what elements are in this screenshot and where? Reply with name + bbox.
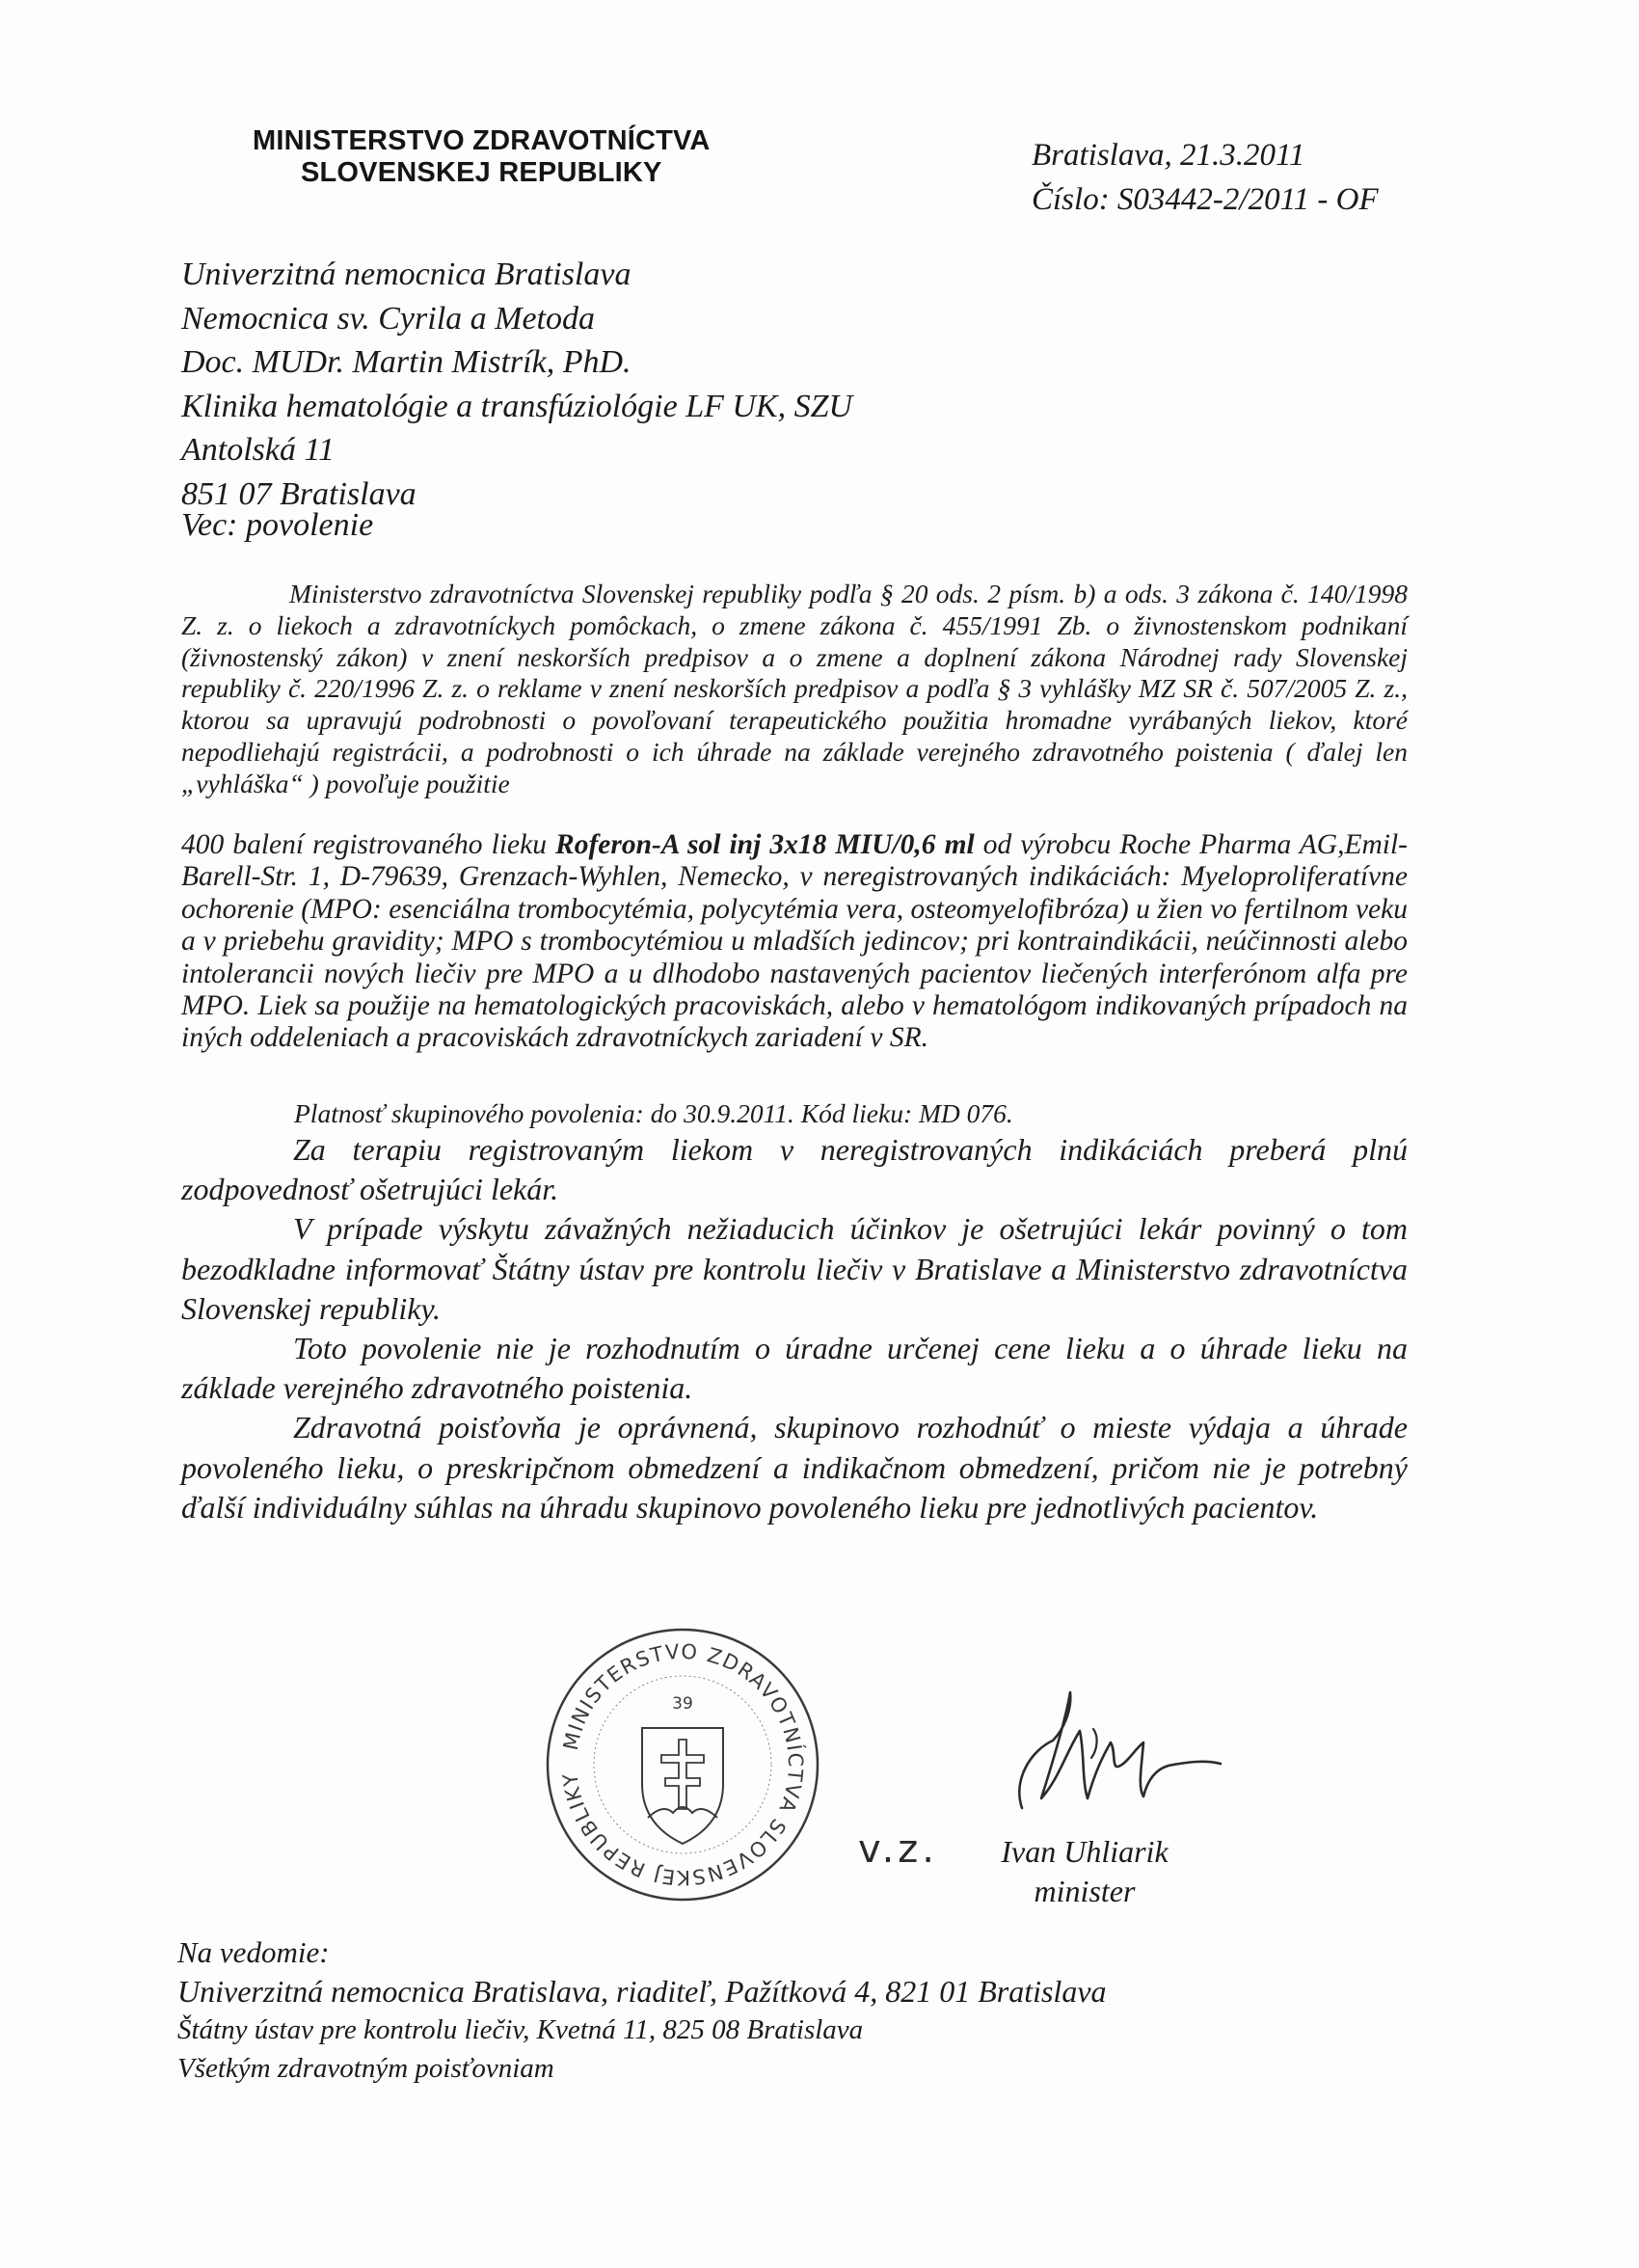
conditions-section — [181, 1130, 1408, 1527]
ministry-letterhead — [253, 125, 711, 189]
signer-block — [974, 1832, 1196, 1911]
letter-date: Bratislava, 21.3.2011 — [1032, 138, 1305, 173]
copy-recipients — [177, 1933, 1107, 2088]
proxy-mark: v.z. — [858, 1827, 938, 1872]
letter-reference — [1032, 133, 1379, 222]
copy-recipient-line: Štátny ústav pre kontrolu liečiv, Kvetná 11, 825 08 Bratislava — [177, 2014, 864, 2045]
copy-recipient-line: Univerzitná nemocnica Bratislava, riaditeľ, Pažítková 4, 821 01 Bratislava — [177, 1974, 1107, 2009]
copy-recipient-line: Všetkým zdravotným poisťovniam — [177, 2053, 554, 2084]
handwritten-signature-icon — [1003, 1673, 1224, 1818]
letter-subject: Vec: povolenie — [181, 507, 374, 543]
signer-name: Ivan Uhliarik — [1001, 1834, 1169, 1869]
official-seal — [538, 1620, 827, 1909]
conditions-paragraph: Za terapiu registrovaným liekom v neregistrovaných indikáciách preberá plnú zodpovednosť ošetrujúci lekár. — [181, 1132, 1408, 1207]
ministry-name-line1: MINISTERSTVO ZDRAVOTNÍCTVA — [253, 125, 711, 156]
legal-basis-paragraph: Ministerstvo zdravotníctva Slovenskej republiky podľa § 20 ods. 2 písm. b) a ods. 3 zákona č. 140/1998 Z. z. o liekoch a zdravotníckych pomôckach, o zmene zákona č. 455/1991 Zb. o živnostenskom podnikaní (živnostenský zákon) v znení neskorších predpisov a o zmene a doplnení zákona Národnej rady Slovenskej republiky č. 220/1996 Z. z. o reklame v znení neskorších predpisov a podľa § 3 vyhlášky MZ SR č. 507/2005 Z. z., ktorou sa upravujú podrobnosti o povoľovaní terapeutického použitia hromadne vyrábaných liekov, ktoré nepodliehajú registrácii, a podrobnosti o ich úhrade na základe verejného zdravotného poistenia ( ďalej len „vyhláška“ ) povoľuje použitie — [181, 579, 1408, 798]
recipient-line: Univerzitná nemocnica Bratislava — [181, 256, 631, 292]
validity-line: Platnosť skupinového povolenia: do 30.9.2011. Kód lieku: MD 076. — [294, 1098, 1013, 1128]
permission-text-start: 400 balení registrovaného lieku — [181, 829, 556, 860]
signer-title: minister — [1034, 1874, 1136, 1908]
conditions-paragraph: V prípade výskytu závažných nežiaducich účinkov je ošetrujúci lekár povinný o tom bezodkladne informovať Štátny ústav pre kontrolu liečiv v Bratislave a Ministerstvo zdravotníctva Slovenskej republiky. — [181, 1211, 1408, 1326]
minister-signature — [1003, 1673, 1224, 1818]
drug-name: Roferon-A sol inj 3x18 MIU/0,6 ml — [555, 829, 975, 860]
recipient-line: Klinika hematológie a transfúziológie LF UK, SZU — [181, 388, 853, 424]
slovak-coat-of-arms-icon — [538, 1620, 827, 1909]
conditions-paragraph: Zdravotná poisťovňa je oprávnená, skupinovo rozhodnúť o mieste výdaja a úhrade povoleného lieku, o preskripčnom obmedzení a indikačnom obmedzení, pričom nie je potrebný ďalší individuálny súhlas na úhradu skupinovo povoleného lieku pre jednotlivých pacientov. — [181, 1410, 1408, 1525]
recipient-address — [181, 253, 852, 516]
seal-ring-text: MINISTERSTVO ZDRAVOTNÍCTVA SLOVENSKEJ REPUBLIKY — [558, 1639, 808, 1890]
copy-label: Na vedomie: — [177, 1935, 330, 1969]
ministry-name-line2: SLOVENSKEJ REPUBLIKY — [300, 157, 662, 188]
conditions-paragraph: Toto povolenie nie je rozhodnutím o úradne určenej cene lieku a o úhrade lieku na základe verejného zdravotného poistenia. — [181, 1331, 1408, 1406]
svg-text:MINISTERSTVO ZDRAVOTNÍCTVA SLO — [558, 1640, 807, 1889]
permission-paragraph — [181, 829, 1408, 1055]
recipient-line: Antolská 11 — [181, 432, 335, 468]
recipient-line: 851 07 Bratislava — [181, 475, 416, 512]
permission-text-rest: od výrobcu Roche Pharma AG,Emil-Barell-Str. 1, D-79639, Grenzach-Wyhlen, Nemecko, v neregistrovaných indikáciách: Myeloproliferatívne ochorenie (MPO: esenciálna trombocytémia, polycytémia vera, osteomyelofibróza) u žien vo fertilnom veku a v priebehu gravidity; MPO s trombocytémiou u mladších jedincov; pri kontraindikácii, neúčinnosti alebo intolerancii nových liečiv pre MPO a u dlhodobo nastavených pacientov liečených interferónom alfa pre MPO. Liek sa použije na hematologických pracoviskách, alebo v hematológom indikovaných prípadoch na iných oddeleniach a pracoviskách zdravotníckych zariadení v SR. — [181, 829, 1408, 1054]
recipient-line: Doc. MUDr. Martin Mistrík, PhD. — [181, 344, 631, 380]
letter-number: Číslo: S03442-2/2011 - OF — [1032, 182, 1379, 217]
recipient-line: Nemocnica sv. Cyrila a Metoda — [181, 300, 596, 337]
seal-number: 39 — [672, 1694, 693, 1714]
